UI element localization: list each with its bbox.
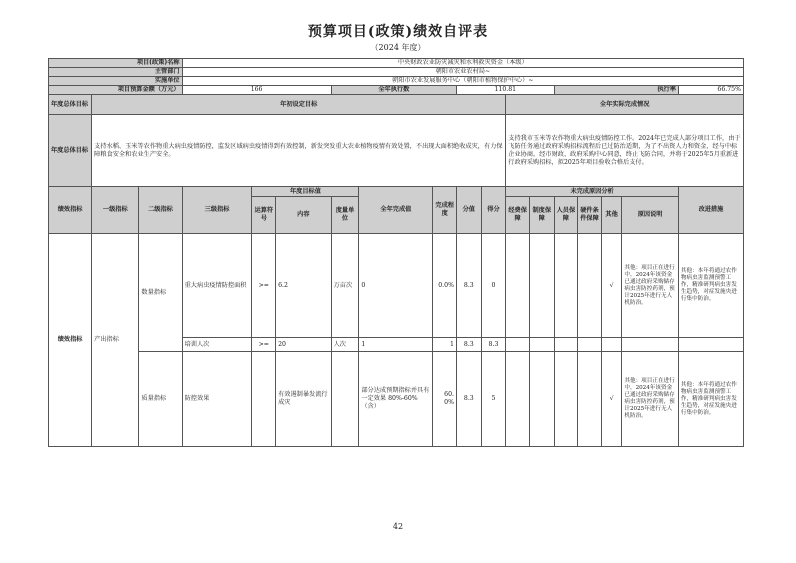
r3-staff <box>554 352 578 447</box>
r1-funding <box>506 234 530 338</box>
evaluation-table <box>48 58 744 447</box>
quality-label: 质量指标 <box>139 352 182 447</box>
r3-name: 防控效果 <box>182 352 252 447</box>
annual-target-header: 年度目标值 <box>252 187 359 197</box>
r3-score: 5 <box>481 352 506 447</box>
r2-completion: 1 <box>433 338 457 352</box>
r2-system <box>529 338 554 352</box>
document-year: （2024 年度） <box>370 43 426 52</box>
dept-value: 朝阳市农业农村局~ <box>182 68 743 77</box>
actual-goal-header: 全年实际完成情况 <box>506 95 744 115</box>
r2-op: >= <box>252 338 276 352</box>
r2-actual: 1 <box>359 338 433 352</box>
operator-header: 运算符号 <box>252 197 276 234</box>
r3-funding <box>506 352 530 447</box>
r3-completion: 60.0% <box>433 352 457 447</box>
overall-goal-label: 年度总体目标 <box>49 95 92 115</box>
exec-rate-label: 执行率 <box>554 86 678 95</box>
r1-hardware <box>578 234 602 338</box>
r3-reason: 其他：项目正在进行中，2024年该资金已通过政府采购储存病虫害防控药剂，预计2025年进行无人机防治。 <box>622 352 679 447</box>
hardware-header: 硬件条件保障 <box>578 197 602 234</box>
exec-amount-value: 110.81 <box>456 86 554 95</box>
r1-improvement: 其他：本年将通过农作物病虫害监测预警工作，精准研判病虫害发生趋势，对症发施央进行集中防治。 <box>678 234 743 338</box>
actual-value-header: 全年完成值 <box>359 187 433 234</box>
r1-weight: 8.3 <box>456 234 481 338</box>
other-header: 其他 <box>601 197 622 234</box>
exec-amount-label: 全年执行数 <box>331 86 456 95</box>
r3-other-check: √ <box>601 352 622 447</box>
r1-completion: 0.0% <box>433 234 457 338</box>
goal-row-label: 年度总体目标 <box>49 115 92 187</box>
funding-header: 经费保障 <box>506 197 530 234</box>
budget-label: 项目预算金额（万元） <box>49 86 183 95</box>
r1-content: 6.2 <box>276 234 332 338</box>
r2-unit: 人次 <box>331 338 359 352</box>
r2-score: 8.3 <box>481 338 506 352</box>
project-name: 中央财政农业防灾减灾和水利救灾资金（本级） <box>182 59 743 68</box>
r3-system <box>529 352 554 447</box>
project-name-label: 项目(政策)名称 <box>49 59 183 68</box>
page-number: 42 <box>392 522 404 531</box>
r2-hardware <box>578 338 602 352</box>
r2-weight: 8.3 <box>456 338 481 352</box>
level3-header: 三级指标 <box>182 187 252 234</box>
r2-other <box>601 338 622 352</box>
quantity-label: 数量指标 <box>139 234 182 352</box>
budget-value: 166 <box>182 86 331 95</box>
weight-header: 分值 <box>456 187 481 234</box>
unit-label: 实施单位 <box>49 77 183 86</box>
dept-label: 主管部门 <box>49 68 183 77</box>
r3-hardware <box>578 352 602 447</box>
r1-other-check: √ <box>601 234 622 338</box>
indicators-label: 绩效指标 <box>49 234 92 447</box>
r2-improvement <box>678 338 743 352</box>
unit-header: 度量单位 <box>331 197 359 234</box>
initial-goal-text: 支持水稻、玉米等农作物重大病虫疫情防控，监发区域病虫疫情得到有效控制，新发突发重大农业植物疫情有效处置，不出现大面积绝收成灾，有力保障粮食安全和农业生产安全。 <box>92 115 506 187</box>
r3-actual: 部分达成预期指标并具有一定效果 80%-60%（含） <box>359 352 433 447</box>
r1-unit: 万亩次 <box>331 234 359 338</box>
system-header: 制度保障 <box>529 197 554 234</box>
reason-header: 原因说明 <box>622 197 679 234</box>
improvement-header: 改进措施 <box>678 187 743 234</box>
initial-goal-header: 年初设定目标 <box>92 95 506 115</box>
r2-reason <box>622 338 679 352</box>
r1-op: >= <box>252 234 276 338</box>
completion-header: 完成程度 <box>433 187 457 234</box>
level1-header: 一级指标 <box>92 187 139 234</box>
indicators-header: 绩效指标 <box>49 187 92 234</box>
r1-score: 0 <box>481 234 506 338</box>
exec-rate-value: 66.75% <box>678 86 743 95</box>
r1-reason: 其他：项目正在进行中，2024年该资金已通过政府采购储存病虫害防控药剂，预计2025年进行无人机防治。 <box>622 234 679 338</box>
r1-name: 重大病虫疫情防控面积 <box>182 234 252 338</box>
output-label: 产出指标 <box>92 234 139 447</box>
r1-system <box>529 234 554 338</box>
content-header: 内容 <box>276 197 332 234</box>
r1-staff <box>554 234 578 338</box>
r2-name: 培训人次 <box>182 338 252 352</box>
r3-op <box>252 352 276 447</box>
level2-header: 二级指标 <box>139 187 182 234</box>
r3-unit <box>331 352 359 447</box>
score-header: 得分 <box>481 187 506 234</box>
unit-value: 朝阳市农业发展服务中心（朝阳市植物保护中心）~ <box>182 77 743 86</box>
r2-funding <box>506 338 530 352</box>
staff-header: 人员保障 <box>554 197 578 234</box>
r3-weight: 8.3 <box>456 352 481 447</box>
r1-actual: 0 <box>359 234 433 338</box>
r3-content: 有效遏制暴发流行成灾 <box>276 352 332 447</box>
r2-content: 20 <box>276 338 332 352</box>
r2-staff <box>554 338 578 352</box>
r3-improvement: 其他：本年将通过农作物病虫害监测预警工作，精准研判病虫害发生趋势，对症发施央进行集中防治。 <box>678 352 743 447</box>
document-title: 预算项目(政策)绩效自评表 <box>307 24 489 40</box>
unfinished-analysis-header: 未完成原因分析 <box>506 187 679 197</box>
actual-goal-text: 支持我市玉米等农作物重大病虫疫情防控工作。2024年已完成人部分项目工作，由于飞防任务通过政府采购招标流程后已过防治适期，为了不出资人力和资金，经与中标企业协商，经市财政、政府采购中心同意，终止飞防合同，并将于2025年5月重新进行政府采购招标，拟2025年项目验收合格后支付。 <box>506 115 744 187</box>
